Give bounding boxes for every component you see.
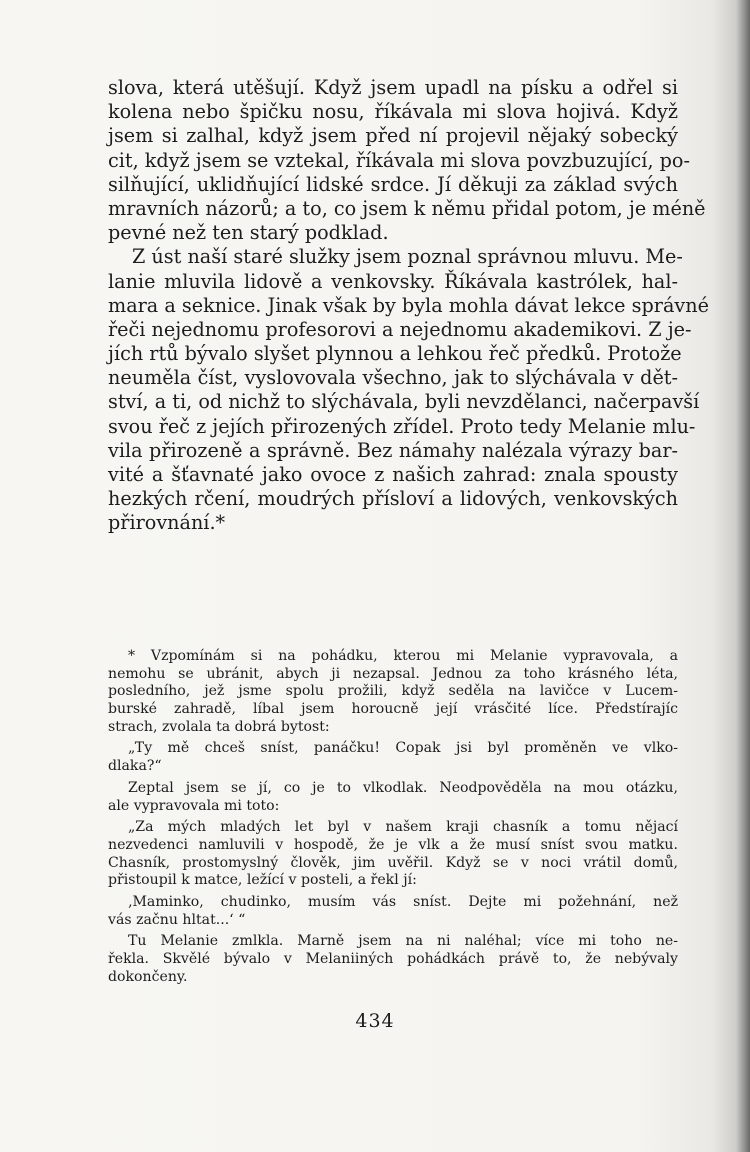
- body-text-line: kolena nebo špičku nosu, říkávala mi slova hojivá. Když: [108, 100, 678, 124]
- body-text-line: slova, která utěšují. Když jsem upadl na písku a odřel si: [108, 76, 678, 99]
- footnote-line: dlaka?“: [108, 758, 162, 775]
- footnote-line: nemohu se ubránit, abych ji nezapsal. Jednou za toho krásného léta,: [108, 665, 678, 682]
- footnote: [108, 648, 678, 986]
- page-number: 434: [355, 1010, 395, 1032]
- body-text-line: silňující, uklidňující lidské srdce. Jí děkuji za základ svých: [108, 172, 678, 196]
- body-text-line: přirovnání.*: [108, 511, 226, 535]
- body-text-line: svou řeč z jejích přirozených zřídel. Proto tedy Melanie mlu-: [108, 414, 696, 438]
- footnote-line: „Ty mě chceš sníst, panáčku! Copak jsi byl proměněn ve vlko-: [128, 740, 678, 757]
- footnote-line: dokončeny.: [108, 968, 188, 985]
- body-text-line: Z úst naší staré služky jsem poznal správnou mluvu. Me-: [132, 245, 683, 269]
- body-text-line: neuměla číst, vyslovovala všechno, jak to slýchávala v dět-: [108, 366, 678, 390]
- body-text-line: mravních názorů; a to, co jsem k němu přidal potom, je méně: [108, 196, 706, 220]
- body-text-line: hezkých rčení, moudrých přísloví a lidových, venkovských: [108, 487, 678, 511]
- footnote-line: přistoupil k matce, ležící v posteli, a řekl jí:: [108, 872, 417, 889]
- body-text-line: cit, když jsem se vztekal, říkávala mi slova povzbuzující, po-: [108, 148, 690, 172]
- footnote-line: strach, zvolala ta dobrá bytost:: [108, 718, 330, 735]
- footnote-line: Chasník, prostomyslný člověk, jim uvěřil. Když se v noci vrátil domů,: [108, 854, 678, 871]
- body-text-line: jích rtů bývalo slyšet plynnou a lehkou řeč předků. Protože: [108, 342, 682, 366]
- footnote-line: vás začnu hltat...‘ “: [108, 911, 246, 928]
- body-text-line: vité a šťavnaté jako ovoce z našich zahrad: znala spousty: [108, 463, 678, 486]
- footnote-line: Tu Melanie zmlkla. Marně jsem na ni naléhal; více mi toho ne-: [128, 933, 678, 950]
- footnote-line: ale vypravovala mi toto:: [108, 797, 280, 814]
- body-text-line: lanie mluvila lidově a venkovsky. Říkávala kastrólek, hal-: [108, 269, 678, 293]
- footnote-line: posledního, jež jsme spolu prožili, když seděla na lavičce v Lucem-: [108, 683, 678, 700]
- body-text-line: jsem si zalhal, když jsem před ní projevil nějaký sobecký: [108, 124, 678, 148]
- binding-shadow: [736, 0, 750, 1152]
- main-paragraphs: [108, 76, 709, 536]
- footnote-line: řekla. Skvělé bývalo v Melaniiných pohádkách právě to, že nebývaly: [108, 951, 678, 967]
- footnote-line: nezvedenci namluvili v hospodě, že je vlk a že musí sníst svou matku.: [108, 836, 678, 853]
- body-text-line: pevné než ten starý podklad.: [108, 221, 389, 245]
- body-text-line: řeči nejednomu profesorovi a nejednomu akademikovi. Z je-: [108, 317, 692, 341]
- footnote-line: * Vzpomínám si na pohádku, kterou mi Melanie vypravovala, a: [128, 648, 678, 664]
- body-text-line: mara a seknice. Jinak však by byla mohla dávat lekce správné: [108, 293, 709, 317]
- footnote-line: „Za mých mladých let byl v našem kraji chasník a tomu nějací: [128, 819, 678, 836]
- footnote-line: ‚Maminko, chudinko, musím vás sníst. Dejte mi požehnání, než: [128, 893, 678, 910]
- footnote-line: Zeptal jsem se jí, co je to vlkodlak. Neodpověděla na mou otázku,: [128, 779, 678, 796]
- body-text-line: ství, a ti, od nichž to slýchávala, byli nevzdělanci, načerpavší: [108, 390, 700, 414]
- body-text-line: vila přirozeně a správně. Bez námahy nalézala výrazy bar-: [108, 438, 678, 462]
- footnote-line: burské zahradě, líbal jsem horoucně její vrásčité líce. Předstírajíc: [108, 701, 678, 718]
